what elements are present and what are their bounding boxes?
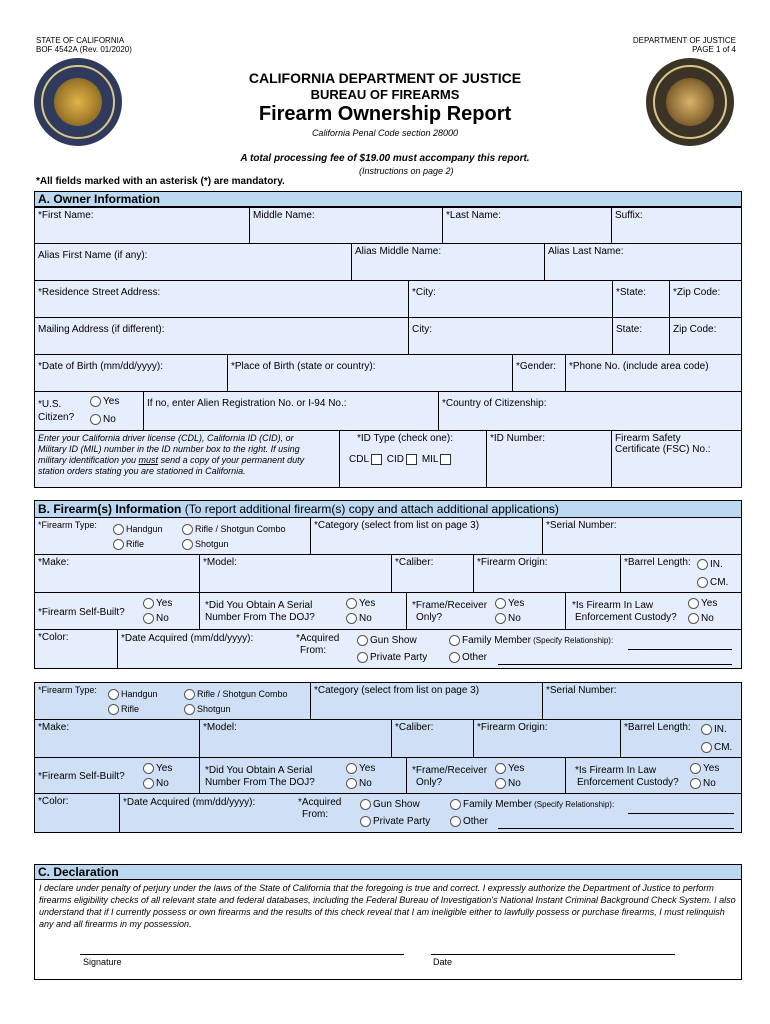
firearm1-frame-field: *Frame/Receiver Only? Yes No xyxy=(406,592,566,630)
firearm1-type-field xyxy=(34,517,311,555)
mailing-address-field[interactable]: Mailing Address (if different): xyxy=(34,317,409,355)
firearm1-law-enforcement-field: *Is Firearm In Law Enforcement Custody? Yes No xyxy=(565,592,742,630)
firearm1-shotgun-option[interactable]: Shotgun xyxy=(182,539,229,550)
firearm1-doj-no[interactable]: No xyxy=(346,613,372,624)
mil-label: MIL xyxy=(421,454,439,466)
firearm2-type-field: *Firearm Type: Handgun Rifle Rifle / Shotgun Combo Shotgun xyxy=(34,682,311,720)
alias-first-name-field[interactable]: Alias First Name (if any): xyxy=(34,243,352,281)
citizen-label: Citizen? xyxy=(38,412,75,423)
country-of-citizenship-field[interactable]: *Country of Citizenship: xyxy=(438,391,742,431)
residence-address-field[interactable]: *Residence Street Address: xyxy=(34,280,409,318)
alias-middle-name-field[interactable]: Alias Middle Name: xyxy=(351,243,545,281)
self-built-label: *Firearm Self-Built? xyxy=(38,607,125,618)
firearm2-handgun-option[interactable]: Handgun xyxy=(108,689,158,700)
firearm1-doj-serial-field: *Did You Obtain A Serial Number From The DOJ? Yes No xyxy=(199,592,407,630)
firearm1-model-field[interactable]: *Model: xyxy=(199,554,392,593)
cdl-checkbox[interactable] xyxy=(371,454,382,465)
date-label: Date xyxy=(433,957,453,967)
state-field[interactable]: *State: xyxy=(612,280,670,318)
firearm2-in-option[interactable]: IN. xyxy=(701,724,727,735)
gender-field[interactable]: *Gender: xyxy=(512,354,566,392)
firearm1-self-built-no[interactable]: No xyxy=(143,613,169,624)
firearm1-doj-yes[interactable]: Yes xyxy=(346,598,375,609)
firearm2-rifle-option[interactable]: Rifle xyxy=(108,704,139,715)
date-of-birth-field[interactable]: *Date of Birth (mm/dd/yyyy): xyxy=(34,354,228,392)
firearm1-self-built-field xyxy=(34,592,200,630)
id-type-field xyxy=(339,430,487,488)
firearm2-combo-option[interactable]: Rifle / Shotgun Combo xyxy=(184,689,288,700)
acquired-date-label: *Date Acquired (mm/dd/yyyy): xyxy=(121,633,254,644)
state-label: STATE OF CALIFORNIA xyxy=(36,36,125,45)
mailing-state-field[interactable]: State: xyxy=(612,317,670,355)
firearm2-category-field[interactable]: *Category (select from list on page 3) xyxy=(310,682,543,720)
firearm2-other-option[interactable]: Other xyxy=(450,816,488,827)
firearm1-private-party-option[interactable]: Private Party xyxy=(357,652,427,663)
firearm2-cm-option[interactable]: CM. xyxy=(701,742,732,753)
firearm2-le-yes[interactable]: Yes xyxy=(690,763,719,774)
firearm1-self-built-yes[interactable]: Yes xyxy=(143,598,172,609)
firearm1-serial-field[interactable]: *Serial Number: xyxy=(542,517,742,555)
processing-fee-notice: A total processing fee of $19.00 must accompany this report. xyxy=(240,153,530,164)
mandatory-notice: *All fields marked with an asterisk (*) are mandatory. xyxy=(36,176,285,187)
firearm2-model-field[interactable]: *Model: xyxy=(199,719,392,758)
cdl-label: CDL xyxy=(349,454,370,466)
citizen-yes-option[interactable]: Yes xyxy=(90,396,119,407)
firearm2-le-no[interactable]: No xyxy=(690,778,716,789)
firearm2-origin-field[interactable]: *Firearm Origin: xyxy=(473,719,621,758)
firearm1-frame-yes[interactable]: Yes xyxy=(495,598,524,609)
firearm2-serial-field[interactable]: *Serial Number: xyxy=(542,682,742,720)
firearm1-family-option[interactable]: Family Member (Specify Relationship): xyxy=(449,635,613,646)
signature-line[interactable] xyxy=(80,954,404,955)
firearm1-caliber-field[interactable]: *Caliber: xyxy=(391,554,474,593)
bureau-title: BUREAU OF FIREARMS xyxy=(310,87,460,102)
firearm2-color-field[interactable]: *Color: xyxy=(34,793,120,833)
firearm1-combo-option[interactable]: Rifle / Shotgun Combo xyxy=(182,524,286,535)
first-name-field[interactable]: *First Name: xyxy=(34,207,250,244)
place-of-birth-field[interactable]: *Place of Birth (state or country): xyxy=(227,354,513,392)
mailing-city-field[interactable]: City: xyxy=(408,317,613,355)
firearm1-rifle-option[interactable]: Rifle xyxy=(113,539,144,550)
middle-name-field[interactable]: Middle Name: xyxy=(249,207,443,244)
fsc-number-field[interactable]: Firearm Safety Certificate (FSC) No.: xyxy=(611,430,742,488)
firearm1-handgun-option[interactable]: Handgun xyxy=(113,524,163,535)
firearm2-frame-field: *Frame/Receiver Only? Yes No xyxy=(406,757,566,794)
mailing-zip-field[interactable]: Zip Code: xyxy=(669,317,742,355)
firearm1-in-option[interactable]: IN. xyxy=(697,559,723,570)
id-number-field[interactable]: *ID Number: xyxy=(486,430,612,488)
firearm1-color-field[interactable]: *Color: xyxy=(34,629,118,669)
firearm2-barrel-field[interactable]: *Barrel Length: IN. CM. xyxy=(620,719,742,758)
signature-label: Signature xyxy=(83,957,122,967)
firearm2-frame-no[interactable]: No xyxy=(495,778,521,789)
firearm1-barrel-field[interactable]: *Barrel Length: IN. CM. xyxy=(620,554,742,593)
firearm2-doj-serial-field: *Did You Obtain A Serial Number From The DOJ? Yes No xyxy=(199,757,407,794)
firearm2-acquired-field: *Date Acquired (mm/dd/yyyy): *Acquired From: Gun Show Private Party Family Member (Specify Relationship): Other xyxy=(119,793,742,833)
section-b-header: B. Firearm(s) Information (To report additional firearm(s) copy and attach additional applications) xyxy=(34,500,742,518)
firearm2-self-built-field: *Firearm Self-Built? Yes No xyxy=(34,757,200,794)
last-name-field[interactable]: *Last Name: xyxy=(442,207,612,244)
zip-code-field[interactable]: *Zip Code: xyxy=(669,280,742,318)
phone-number-field[interactable]: *Phone No. (include area code) xyxy=(565,354,742,392)
firearm-type-label: *Firearm Type: xyxy=(38,520,97,530)
us-citizen-field xyxy=(34,391,144,431)
firearm2-family-option[interactable]: Family Member (Specify Relationship): xyxy=(450,799,614,810)
date-line[interactable] xyxy=(431,954,675,955)
form-title: Firearm Ownership Report xyxy=(258,103,512,125)
firearm1-le-no[interactable]: No xyxy=(688,613,714,624)
id-instructions: Enter your California driver license (CDL), California ID (CID), or Military ID (MIL) number in the ID number box to the right. If using military identification you must send a copy of your permanent duty station orders stating you are stationed in California. xyxy=(34,430,340,488)
firearm2-private-party-option[interactable]: Private Party xyxy=(360,816,430,827)
firearm1-frame-no[interactable]: No xyxy=(495,613,521,624)
firearm1-gun-show-option[interactable]: Gun Show xyxy=(357,635,417,646)
form-number: BOF 4542A (Rev. 01/2020) xyxy=(36,45,132,54)
suffix-field[interactable]: Suffix: xyxy=(611,207,742,244)
section-a-header: A. Owner Information xyxy=(34,191,742,207)
section-c-header: C. Declaration xyxy=(34,864,742,880)
citizen-yes-radio[interactable] xyxy=(90,396,101,407)
firearm2-self-built-no[interactable]: No xyxy=(143,778,169,789)
cid-label: CID xyxy=(386,454,405,466)
firearm2-gun-show-option[interactable]: Gun Show xyxy=(360,799,420,810)
department-label: DEPARTMENT OF JUSTICE xyxy=(632,36,736,45)
firearm1-cm-option[interactable]: CM. xyxy=(697,577,728,588)
id-type-label: *ID Type (check one): xyxy=(357,433,453,444)
firearm1-acquired-field: *Date Acquired (mm/dd/yyyy): *Acquired From: Gun Show Private Party Family Member (Specify Relationship): Other xyxy=(117,629,742,669)
firearm1-origin-field[interactable]: *Firearm Origin: xyxy=(473,554,621,593)
city-field[interactable]: *City: xyxy=(408,280,613,318)
firearm2-law-enforcement-field: *Is Firearm In Law Enforcement Custody? Yes No xyxy=(565,757,742,794)
mil-checkbox[interactable] xyxy=(440,454,451,465)
citizen-no-radio[interactable] xyxy=(90,414,101,425)
firearm2-shotgun-option[interactable]: Shotgun xyxy=(184,704,231,715)
firearm1-le-yes[interactable]: Yes xyxy=(688,598,717,609)
agency-title: CALIFORNIA DEPARTMENT OF JUSTICE xyxy=(248,70,522,86)
firearm1-other-option[interactable]: Other xyxy=(449,652,487,663)
firearm1-make-field[interactable]: *Make: xyxy=(34,554,200,593)
instructions-note: (Instructions on page 2) xyxy=(359,166,454,176)
firearm2-frame-yes[interactable]: Yes xyxy=(495,763,524,774)
firearm2-self-built-yes[interactable]: Yes xyxy=(143,763,172,774)
firearm2-doj-yes[interactable]: Yes xyxy=(346,763,375,774)
firearm1-category-field[interactable]: *Category (select from list on page 3) xyxy=(310,517,543,555)
alien-registration-field[interactable]: If no, enter Alien Registration No. or I-94 No.: xyxy=(143,391,439,431)
us-label: *U.S. xyxy=(38,399,62,410)
firearm2-caliber-field[interactable]: *Caliber: xyxy=(391,719,474,758)
firearm2-make-field[interactable]: *Make: xyxy=(34,719,200,758)
page-indicator: PAGE 1 of 4 xyxy=(692,45,736,54)
penal-code: California Penal Code section 28000 xyxy=(311,128,459,138)
alias-last-name-field[interactable]: Alias Last Name: xyxy=(544,243,742,281)
citizen-no-option[interactable]: No xyxy=(90,414,116,425)
cid-checkbox[interactable] xyxy=(406,454,417,465)
firearm2-doj-no[interactable]: No xyxy=(346,778,372,789)
declaration-text: I declare under penalty of perjury under the laws of the State of California that the foregoing is true and correct. I expressly authorize the Department of Justice to perform firearms eligibility checks of all relevant state and federal databases, including the Federal Bureau of Investigation's National Instant Criminal Background Check System. I also understand that if I currently possess or own firearms and the results of this check reveal that I am ineligible either to lawfully possess or purchase firearms, I must relinquish any and all firearms in my possession. xyxy=(34,879,742,980)
